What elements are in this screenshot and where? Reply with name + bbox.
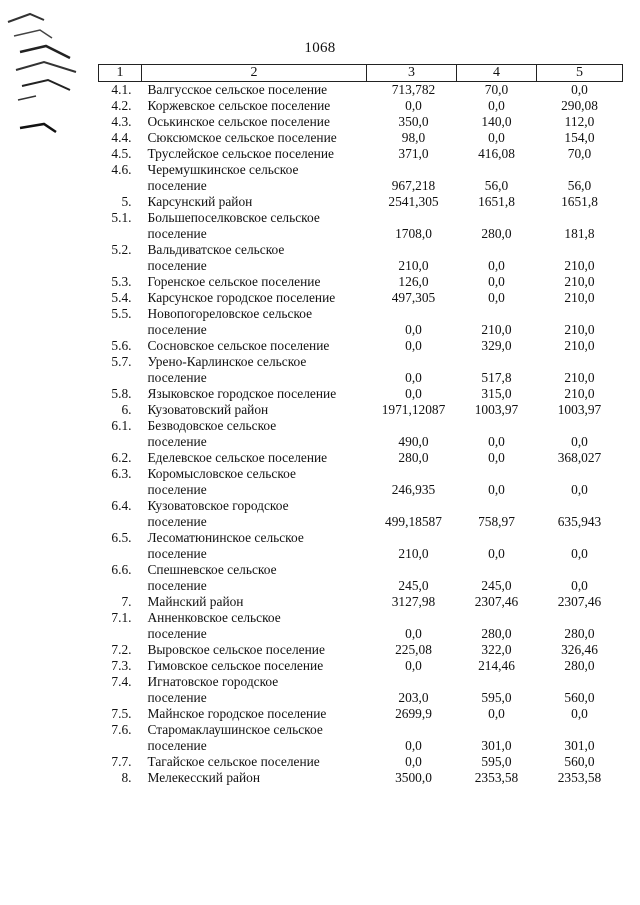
municipality-name: Игнатовское городское <box>147 674 279 689</box>
value-col-4: 315,0 <box>481 386 512 401</box>
value-col-5: 210,0 <box>564 258 595 273</box>
value-col-4: 595,0 <box>481 754 512 769</box>
municipality-name-cell <box>142 306 367 338</box>
row-number: 6.6. <box>111 562 132 577</box>
municipality-name-cell <box>142 610 367 642</box>
row-number: 4.1. <box>111 82 132 97</box>
municipality-name-cell <box>142 82 367 99</box>
table-row <box>99 418 623 450</box>
municipality-name: Еделевское сельское поселение <box>147 450 328 465</box>
municipality-name-continuation: поселение <box>147 322 207 337</box>
value-col-5: 154,0 <box>564 130 595 145</box>
municipality-name: Валгусское сельское поселение <box>147 82 328 97</box>
municipality-name: Сосновское сельское поселение <box>147 338 330 353</box>
table-row <box>99 706 623 722</box>
municipality-name-cell <box>142 658 367 674</box>
table-row <box>99 242 623 274</box>
value-col-3: 0,0 <box>405 370 422 385</box>
table-row <box>99 386 623 402</box>
value-col-5: 210,0 <box>564 386 595 401</box>
table-row <box>99 722 623 754</box>
value-col-5: 2307,46 <box>557 594 602 609</box>
value-col-4: 758,97 <box>478 514 515 529</box>
table-row <box>99 98 623 114</box>
value-col-4: 322,0 <box>481 642 512 657</box>
municipality-name-cell <box>142 450 367 466</box>
value-col-3: 0,0 <box>405 98 422 113</box>
value-col-3: 280,0 <box>398 450 429 465</box>
value-col-5: 1003,97 <box>557 402 602 417</box>
municipality-name: Труслейское сельское поселение <box>147 146 334 161</box>
municipality-name-cell <box>142 146 367 162</box>
value-col-4: 140,0 <box>481 114 512 129</box>
value-col-4: 0,0 <box>488 434 505 449</box>
municipality-name-cell <box>142 418 367 450</box>
table-row <box>99 594 623 610</box>
row-number: 5.1. <box>111 210 132 225</box>
municipality-name-cell <box>142 674 367 706</box>
value-col-5: 560,0 <box>564 690 595 705</box>
value-col-5: 112,0 <box>564 114 595 129</box>
value-col-3: 371,0 <box>398 146 429 161</box>
row-number: 5. <box>121 194 132 209</box>
municipality-name-cell <box>142 402 367 418</box>
municipality-name-continuation: поселение <box>147 578 207 593</box>
value-col-5: 70,0 <box>567 146 592 161</box>
value-col-4: 0,0 <box>488 546 505 561</box>
municipality-name-cell <box>142 354 367 386</box>
table-row <box>99 770 623 786</box>
value-col-3: 126,0 <box>398 274 429 289</box>
table-row <box>99 162 623 194</box>
municipality-name: Лесоматюнинское сельское <box>147 530 304 545</box>
table-row <box>99 402 623 418</box>
value-col-3: 1971,12087 <box>381 402 446 417</box>
municipality-name: Кузоватовское городское <box>147 498 289 513</box>
value-col-4: 595,0 <box>481 690 512 705</box>
table-row <box>99 114 623 130</box>
column-header-5: 5 <box>537 65 623 82</box>
row-number: 5.4. <box>111 290 132 305</box>
municipality-name-cell <box>142 114 367 130</box>
municipality-name: Карсунский район <box>147 194 253 209</box>
municipality-name: Выровское сельское поселение <box>147 642 325 657</box>
value-col-5: 210,0 <box>564 370 595 385</box>
value-col-3: 0,0 <box>405 658 422 673</box>
value-col-5: 0,0 <box>571 706 588 721</box>
value-col-4: 2307,46 <box>474 594 519 609</box>
municipality-name: Большепоселковское сельское <box>147 210 320 225</box>
value-col-5: 368,027 <box>557 450 602 465</box>
municipality-name-cell <box>142 466 367 498</box>
table-row <box>99 562 623 594</box>
municipality-name: Языковское городское поселение <box>147 386 337 401</box>
row-number: 6. <box>121 402 132 417</box>
table-row <box>99 498 623 530</box>
row-number: 5.6. <box>111 338 132 353</box>
row-number: 6.4. <box>111 498 132 513</box>
value-col-5: 181,8 <box>564 226 595 241</box>
value-col-3: 713,782 <box>391 82 436 97</box>
municipality-name-cell <box>142 722 367 754</box>
municipality-name-cell <box>142 210 367 242</box>
value-col-3: 0,0 <box>405 338 422 353</box>
row-number: 7.5. <box>111 706 132 721</box>
value-col-3: 499,18587 <box>385 514 442 529</box>
municipality-name: Вальдиватское сельское <box>147 242 285 257</box>
table-row <box>99 450 623 466</box>
municipality-name-continuation: поселение <box>147 626 207 641</box>
municipality-name-cell <box>142 562 367 594</box>
value-col-5: 560,0 <box>564 754 595 769</box>
value-col-5: 1651,8 <box>561 194 598 209</box>
row-number: 7. <box>121 594 132 609</box>
table-row <box>99 354 623 386</box>
row-number: 4.6. <box>111 162 132 177</box>
scan-artifact-marks <box>0 0 100 160</box>
row-number: 6.3. <box>111 466 132 481</box>
municipality-name: Сюксюмское сельское поселение <box>147 130 337 145</box>
value-col-4: 214,46 <box>478 658 515 673</box>
column-header-3: 3 <box>367 65 457 82</box>
municipality-name-cell <box>142 754 367 770</box>
table-row <box>99 130 623 146</box>
table-row <box>99 674 623 706</box>
row-number: 8. <box>121 770 132 785</box>
municipality-name: Оськинское сельское поселение <box>147 114 330 129</box>
value-col-3: 225,08 <box>395 642 432 657</box>
municipality-name-cell <box>142 706 367 722</box>
table-row <box>99 146 623 162</box>
municipality-name-continuation: поселение <box>147 226 207 241</box>
value-col-3: 0,0 <box>405 738 422 753</box>
table-row <box>99 754 623 770</box>
row-number: 5.5. <box>111 306 132 321</box>
value-col-4: 56,0 <box>484 178 509 193</box>
municipality-name-continuation: поселение <box>147 434 207 449</box>
table-row <box>99 306 623 338</box>
value-col-5: 0,0 <box>571 82 588 97</box>
value-col-5: 290,08 <box>561 98 598 113</box>
municipality-name: Новопогореловское сельское <box>147 306 313 321</box>
value-col-5: 280,0 <box>564 658 595 673</box>
value-col-5: 0,0 <box>571 578 588 593</box>
table-row <box>99 610 623 642</box>
value-col-3: 3127,98 <box>391 594 436 609</box>
value-col-4: 0,0 <box>488 482 505 497</box>
municipality-name-cell <box>142 290 367 306</box>
column-header-1: 1 <box>99 65 142 82</box>
page-number: 1068 <box>304 40 336 56</box>
value-col-3: 2699,9 <box>395 706 432 721</box>
value-col-3: 246,935 <box>391 482 436 497</box>
row-number: 5.3. <box>111 274 132 289</box>
table-row <box>99 82 623 99</box>
municipality-name: Майнский район <box>147 594 244 609</box>
municipality-name-cell <box>142 274 367 290</box>
municipality-name-continuation: поселение <box>147 258 207 273</box>
value-col-3: 2541,305 <box>388 194 439 209</box>
value-col-3: 0,0 <box>405 626 422 641</box>
row-number: 4.2. <box>111 98 132 113</box>
municipality-name: Безводовское сельское <box>147 418 277 433</box>
municipality-name-continuation: поселение <box>147 482 207 497</box>
municipality-name-cell <box>142 386 367 402</box>
municipality-name: Коромысловское сельское <box>147 466 296 481</box>
value-col-3: 210,0 <box>398 546 429 561</box>
row-number: 7.6. <box>111 722 132 737</box>
municipality-name: Коржевское сельское поселение <box>147 98 331 113</box>
table-row <box>99 658 623 674</box>
municipality-name: Гимовское сельское поселение <box>147 658 324 673</box>
municipality-name-cell <box>142 338 367 354</box>
value-col-5: 0,0 <box>571 434 588 449</box>
municipality-name: Карсунское городское поселение <box>147 290 336 305</box>
value-col-4: 2353,58 <box>474 770 519 785</box>
value-col-4: 1651,8 <box>478 194 515 209</box>
value-col-4: 0,0 <box>488 274 505 289</box>
row-number: 4.5. <box>111 146 132 161</box>
column-header-4: 4 <box>457 65 537 82</box>
municipality-name-cell <box>142 98 367 114</box>
value-col-4: 70,0 <box>484 82 509 97</box>
municipality-name-cell <box>142 770 367 786</box>
budget-table <box>98 64 623 786</box>
municipality-name-continuation: поселение <box>147 546 207 561</box>
value-col-4: 280,0 <box>481 626 512 641</box>
table-row <box>99 530 623 562</box>
row-number: 7.4. <box>111 674 132 689</box>
municipality-name-continuation: поселение <box>147 514 207 529</box>
value-col-5: 56,0 <box>567 178 592 193</box>
value-col-3: 967,218 <box>391 178 436 193</box>
municipality-name-cell <box>142 242 367 274</box>
value-col-4: 329,0 <box>481 338 512 353</box>
table-row <box>99 338 623 354</box>
row-number: 4.4. <box>111 130 132 145</box>
value-col-4: 1003,97 <box>474 402 519 417</box>
row-number: 6.2. <box>111 450 132 465</box>
municipality-name-cell <box>142 530 367 562</box>
value-col-5: 210,0 <box>564 338 595 353</box>
municipality-name: Тагайское сельское поселение <box>147 754 320 769</box>
value-col-3: 210,0 <box>398 258 429 273</box>
value-col-5: 301,0 <box>564 738 595 753</box>
municipality-name-cell <box>142 642 367 658</box>
value-col-3: 98,0 <box>401 130 426 145</box>
municipality-name: Мелекесский район <box>147 770 260 785</box>
table-row <box>99 466 623 498</box>
value-col-4: 517,8 <box>481 370 512 385</box>
row-number: 7.7. <box>111 754 132 769</box>
row-number: 4.3. <box>111 114 132 129</box>
value-col-3: 3500,0 <box>395 770 432 785</box>
municipality-name: Старомаклаушинское сельское <box>147 722 323 737</box>
municipality-name: Урено-Карлинское сельское <box>147 354 307 369</box>
value-col-3: 203,0 <box>398 690 429 705</box>
municipality-name-cell <box>142 162 367 194</box>
row-number: 7.2. <box>111 642 132 657</box>
value-col-4: 0,0 <box>488 450 505 465</box>
value-col-3: 0,0 <box>405 386 422 401</box>
municipality-name: Спешневское сельское <box>147 562 277 577</box>
row-number: 6.1. <box>111 418 132 433</box>
value-col-4: 245,0 <box>481 578 512 593</box>
value-col-3: 1708,0 <box>395 226 432 241</box>
value-col-4: 416,08 <box>478 146 515 161</box>
value-col-5: 635,943 <box>557 514 602 529</box>
municipality-name: Анненковское сельское <box>147 610 281 625</box>
municipality-name-cell <box>142 130 367 146</box>
value-col-3: 245,0 <box>398 578 429 593</box>
row-number: 5.2. <box>111 242 132 257</box>
column-header-2: 2 <box>142 65 367 82</box>
table-row <box>99 642 623 658</box>
municipality-name-continuation: поселение <box>147 178 207 193</box>
value-col-4: 210,0 <box>481 322 512 337</box>
table-row <box>99 274 623 290</box>
value-col-5: 0,0 <box>571 482 588 497</box>
value-col-5: 210,0 <box>564 290 595 305</box>
municipality-name-cell <box>142 194 367 210</box>
municipality-name: Черемушкинское сельское <box>147 162 299 177</box>
value-col-4: 280,0 <box>481 226 512 241</box>
table-body <box>99 82 623 787</box>
municipality-name-cell <box>142 594 367 610</box>
value-col-4: 0,0 <box>488 290 505 305</box>
value-col-3: 350,0 <box>398 114 429 129</box>
municipality-name-continuation: поселение <box>147 738 207 753</box>
value-col-5: 210,0 <box>564 322 595 337</box>
value-col-5: 2353,58 <box>557 770 602 785</box>
municipality-name: Кузоватовский район <box>147 402 269 417</box>
municipality-name: Майнское городское поселение <box>147 706 327 721</box>
row-number: 7.3. <box>111 658 132 673</box>
value-col-3: 0,0 <box>405 754 422 769</box>
value-col-4: 0,0 <box>488 130 505 145</box>
value-col-4: 301,0 <box>481 738 512 753</box>
value-col-4: 0,0 <box>488 98 505 113</box>
value-col-3: 0,0 <box>405 322 422 337</box>
municipality-name-continuation: поселение <box>147 690 207 705</box>
table-row <box>99 210 623 242</box>
municipality-name-cell <box>142 498 367 530</box>
value-col-4: 0,0 <box>488 706 505 721</box>
row-number: 5.8. <box>111 386 132 401</box>
value-col-3: 497,305 <box>391 290 436 305</box>
row-number: 7.1. <box>111 610 132 625</box>
value-col-5: 0,0 <box>571 546 588 561</box>
value-col-5: 210,0 <box>564 274 595 289</box>
municipality-name: Горенское сельское поселение <box>147 274 321 289</box>
value-col-4: 0,0 <box>488 258 505 273</box>
row-number: 6.5. <box>111 530 132 545</box>
table-header-row <box>99 65 623 82</box>
value-col-5: 280,0 <box>564 626 595 641</box>
row-number: 5.7. <box>111 354 132 369</box>
value-col-5: 326,46 <box>561 642 598 657</box>
municipality-name-continuation: поселение <box>147 370 207 385</box>
table-row <box>99 290 623 306</box>
value-col-3: 490,0 <box>398 434 429 449</box>
table-row <box>99 194 623 210</box>
